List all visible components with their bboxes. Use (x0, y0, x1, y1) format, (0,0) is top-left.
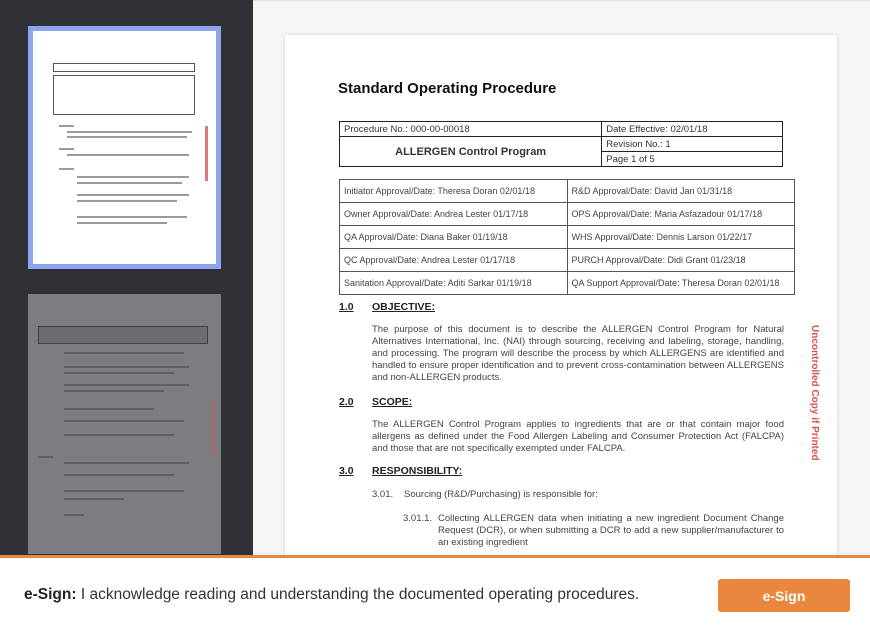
thumb-line (67, 131, 192, 133)
approvals-table (339, 179, 795, 295)
procedure-number: Procedure No.: 000-00-00018 (340, 122, 602, 137)
page-thumbnail-2[interactable] (28, 294, 221, 554)
approval-cell: R&D Approval/Date: David Jan 01/31/18 (567, 180, 795, 203)
esign-footer (0, 555, 870, 631)
approval-cell: Owner Approval/Date: Andrea Lester 01/17/18 (340, 203, 568, 226)
subsection-3-01-1: 3.01.1. Collecting ALLERGEN data when initiating a new ingredient Document Change Request (DCR), or when submitting a DCR to add a new supplier/manufacturer to an existing ingredient (403, 513, 784, 548)
approval-cell: QA Approval/Date: Diana Baker 01/19/18 (340, 226, 568, 249)
subsection-3-01: 3.01. Sourcing (R&D/Purchasing) is responsible for: (372, 489, 598, 500)
thumb-line (64, 474, 174, 476)
section-heading-scope: 2.0 SCOPE: (339, 396, 413, 408)
document-page (285, 35, 837, 556)
thumb-line (59, 148, 74, 150)
approval-cell: WHS Approval/Date: Dennis Larson 01/22/17 (567, 226, 795, 249)
esign-label: e-Sign: (24, 586, 77, 603)
section-text-scope: The ALLERGEN Control Program applies to ingredients that are or that contain major food allergens as defined under the Food Allergen Labeling and Consumer Protection Act (FALCPA) and those that are not specifically exempted under FALCPA. (372, 419, 784, 454)
thumb-line (77, 182, 182, 184)
thumb-header-box (53, 63, 195, 72)
uncontrolled-copy-watermark: Uncontrolled Copy if Printed (809, 325, 820, 461)
program-name: ALLERGEN Control Program (340, 137, 602, 167)
page-thumbnail-1[interactable] (28, 26, 221, 269)
thumb-line (64, 372, 174, 374)
date-effective: Date Effective: 02/01/18 (602, 122, 783, 137)
approval-cell: Sanitation Approval/Date: Aditi Sarkar 01/19/18 (340, 272, 568, 295)
section-heading-responsibility: 3.0 RESPONSIBILITY: (339, 465, 463, 477)
approval-cell: PURCH Approval/Date: Didi Grant 01/23/18 (567, 249, 795, 272)
thumb-line (64, 420, 184, 422)
thumb-line (77, 194, 189, 196)
page-thumbnails-sidebar (0, 0, 253, 555)
thumb-line (64, 366, 189, 368)
thumb-header-box (38, 326, 208, 344)
thumb-line (64, 462, 189, 464)
document-title: Standard Operating Procedure (338, 80, 557, 97)
thumb-line (64, 384, 189, 386)
esign-acknowledgement (24, 586, 639, 604)
thumb-line (64, 490, 184, 492)
section-text-objective: The purpose of this document is to describe the ALLERGEN Control Program for Natural Alternatives International, Inc. (NAI) through sourcing, receiving and labeling, storage, handling, and processing. The program will describe the process by which ALLERGENS are identified and handled to ensure proper identification and to prevent cross-contamination between ALLERGENS and non-ALLERGEN products. (372, 324, 784, 383)
thumb-line (59, 168, 74, 170)
thumb-line (77, 200, 177, 202)
thumb-line (64, 408, 154, 410)
thumb-line (64, 352, 184, 354)
thumb-line (59, 125, 74, 127)
thumb-line (64, 514, 84, 516)
approval-cell: QA Support Approval/Date: Theresa Doran 02/01/18 (567, 272, 795, 295)
document-viewer[interactable] (253, 0, 870, 556)
thumb-line (64, 390, 164, 392)
revision-number: Revision No.: 1 (602, 137, 783, 152)
procedure-header-table (339, 121, 783, 167)
thumb-line (38, 456, 53, 458)
approval-cell: QC Approval/Date: Andrea Lester 01/17/18 (340, 249, 568, 272)
thumb-line (67, 136, 187, 138)
thumb-line (67, 154, 189, 156)
thumb-line (77, 176, 189, 178)
thumb-watermark (205, 126, 208, 181)
approval-cell: Initiator Approval/Date: Theresa Doran 02/01/18 (340, 180, 568, 203)
esign-message: I acknowledge reading and understanding the documented operating procedures. (76, 586, 640, 603)
page-number: Page 1 of 5 (602, 152, 783, 167)
thumb-approval-box (53, 75, 195, 115)
esign-button[interactable]: e-Sign (718, 579, 850, 612)
section-heading-objective: 1.0 OBJECTIVE: (339, 301, 436, 313)
thumb-line (77, 222, 167, 224)
thumb-line (64, 434, 174, 436)
thumb-line (77, 216, 187, 218)
approval-cell: OPS Approval/Date: Maria Asfazadour 01/17/18 (567, 203, 795, 226)
thumb-watermark (212, 402, 215, 457)
thumb-line (64, 498, 124, 500)
